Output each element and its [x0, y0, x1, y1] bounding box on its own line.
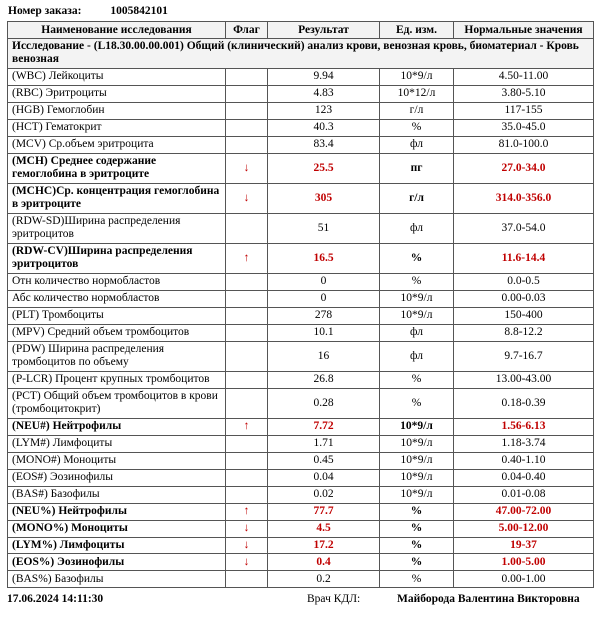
normal-range-cell: 1.18-3.74	[454, 435, 594, 452]
test-name-cell: (HGB) Гемоглобин	[8, 102, 226, 119]
test-name-cell: (HCT) Гематокрит	[8, 119, 226, 136]
test-name-cell: Абс количество нормобластов	[8, 290, 226, 307]
unit-cell: фл	[380, 213, 454, 243]
flag-cell	[226, 68, 268, 85]
unit-cell: %	[380, 119, 454, 136]
flag-down-arrow-icon: ↓	[226, 537, 268, 554]
table-row	[8, 520, 594, 537]
result-cell: 305	[268, 183, 380, 213]
result-cell: 0.4	[268, 554, 380, 571]
normal-range-cell: 117-155	[454, 102, 594, 119]
flag-cell	[226, 486, 268, 503]
test-name-cell: (PLT) Тромбоциты	[8, 307, 226, 324]
table-row	[8, 273, 594, 290]
report-datetime: 17.06.2024 14:11:30	[7, 593, 104, 606]
test-name-cell: (RDW-CV)Ширина распределения эритроцитов	[8, 243, 226, 273]
flag-cell	[226, 341, 268, 371]
flag-cell	[226, 307, 268, 324]
unit-cell: фл	[380, 324, 454, 341]
unit-cell: %	[380, 554, 454, 571]
table-row	[8, 341, 594, 371]
table-row	[8, 554, 594, 571]
result-cell: 17.2	[268, 537, 380, 554]
results-body	[8, 38, 594, 587]
table-row	[8, 503, 594, 520]
unit-cell: пг	[380, 153, 454, 183]
unit-cell: г/л	[380, 183, 454, 213]
result-cell: 7.72	[268, 418, 380, 435]
section-title: Исследование - (L18.30.00.00.001) Общий (клинический) анализ крови, венозная кровь, биоматериал - Кровь венозная	[8, 38, 594, 68]
doctor-name: Майборода Валентина Викторовна	[397, 593, 580, 606]
result-cell: 0	[268, 273, 380, 290]
table-row	[8, 243, 594, 273]
result-cell: 16.5	[268, 243, 380, 273]
table-row	[8, 388, 594, 418]
result-cell: 10.1	[268, 324, 380, 341]
unit-cell: фл	[380, 136, 454, 153]
table-row	[8, 136, 594, 153]
test-name-cell: (PCT) Общий объем тромбоцитов в крови (тромбоцитокрит)	[8, 388, 226, 418]
result-cell: 0	[268, 290, 380, 307]
unit-cell: 10*9/л	[380, 486, 454, 503]
normal-range-cell: 0.0-0.5	[454, 273, 594, 290]
unit-cell: фл	[380, 341, 454, 371]
unit-cell: 10*9/л	[380, 418, 454, 435]
column-header-normal-values: Нормальные значения	[454, 22, 594, 39]
result-cell: 83.4	[268, 136, 380, 153]
result-cell: 51	[268, 213, 380, 243]
normal-range-cell: 5.00-12.00	[454, 520, 594, 537]
normal-range-cell: 0.01-0.08	[454, 486, 594, 503]
test-name-cell: (LYM#) Лимфоциты	[8, 435, 226, 452]
unit-cell: %	[380, 520, 454, 537]
flag-cell	[226, 85, 268, 102]
flag-cell	[226, 469, 268, 486]
table-row	[8, 119, 594, 136]
unit-cell: 10*9/л	[380, 469, 454, 486]
order-number-line	[8, 5, 594, 17]
normal-range-cell: 19-37	[454, 537, 594, 554]
normal-range-cell: 0.00-1.00	[454, 571, 594, 588]
result-cell: 278	[268, 307, 380, 324]
flag-cell	[226, 435, 268, 452]
normal-range-cell: 0.04-0.40	[454, 469, 594, 486]
test-name-cell: (LYM%) Лимфоциты	[8, 537, 226, 554]
table-row	[8, 418, 594, 435]
normal-range-cell: 81.0-100.0	[454, 136, 594, 153]
normal-range-cell: 11.6-14.4	[454, 243, 594, 273]
table-row	[8, 371, 594, 388]
result-cell: 0.02	[268, 486, 380, 503]
flag-cell	[226, 571, 268, 588]
flag-cell	[226, 452, 268, 469]
table-row	[8, 85, 594, 102]
result-cell: 123	[268, 102, 380, 119]
result-cell: 0.04	[268, 469, 380, 486]
column-header-flag: Флаг	[226, 22, 268, 39]
unit-cell: 10*9/л	[380, 452, 454, 469]
result-cell: 1.71	[268, 435, 380, 452]
flag-up-arrow-icon: ↑	[226, 243, 268, 273]
column-header-unit: Ед. изм.	[380, 22, 454, 39]
test-name-cell: (MONO#) Моноциты	[8, 452, 226, 469]
test-name-cell: (NEU%) Нейтрофилы	[8, 503, 226, 520]
flag-cell	[226, 273, 268, 290]
normal-range-cell: 13.00-43.00	[454, 371, 594, 388]
result-cell: 40.3	[268, 119, 380, 136]
normal-range-cell: 1.00-5.00	[454, 554, 594, 571]
result-cell: 0.28	[268, 388, 380, 418]
flag-up-arrow-icon: ↑	[226, 503, 268, 520]
flag-cell	[226, 388, 268, 418]
unit-cell: 10*9/л	[380, 307, 454, 324]
test-name-cell: (MONO%) Моноциты	[8, 520, 226, 537]
unit-cell: 10*12/л	[380, 85, 454, 102]
normal-range-cell: 0.00-0.03	[454, 290, 594, 307]
table-row	[8, 469, 594, 486]
result-cell: 4.83	[268, 85, 380, 102]
table-row	[8, 486, 594, 503]
result-cell: 25.5	[268, 153, 380, 183]
unit-cell: 10*9/л	[380, 68, 454, 85]
flag-cell	[226, 136, 268, 153]
flag-cell	[226, 290, 268, 307]
flag-cell	[226, 324, 268, 341]
flag-up-arrow-icon: ↑	[226, 418, 268, 435]
normal-range-cell: 0.18-0.39	[454, 388, 594, 418]
unit-cell: %	[380, 371, 454, 388]
test-name-cell: (MCV) Ср.объем эритроцита	[8, 136, 226, 153]
flag-down-arrow-icon: ↓	[226, 183, 268, 213]
table-row	[8, 324, 594, 341]
table-row	[8, 307, 594, 324]
test-name-cell: (RDW-SD)Ширина распределения эритроцитов	[8, 213, 226, 243]
table-row	[8, 213, 594, 243]
table-row	[8, 102, 594, 119]
unit-cell: %	[380, 243, 454, 273]
results-table	[7, 21, 594, 588]
normal-range-cell: 37.0-54.0	[454, 213, 594, 243]
unit-cell: 10*9/л	[380, 290, 454, 307]
normal-range-cell: 27.0-34.0	[454, 153, 594, 183]
result-cell: 9.94	[268, 68, 380, 85]
table-row	[8, 435, 594, 452]
flag-cell	[226, 102, 268, 119]
unit-cell: %	[380, 273, 454, 290]
flag-cell	[226, 119, 268, 136]
table-header-row	[8, 22, 594, 39]
section-header-row	[8, 38, 594, 68]
result-cell: 4.5	[268, 520, 380, 537]
test-name-cell: (RBC) Эритроциты	[8, 85, 226, 102]
report-footer	[7, 593, 594, 605]
normal-range-cell: 4.50-11.00	[454, 68, 594, 85]
flag-down-arrow-icon: ↓	[226, 554, 268, 571]
unit-cell: %	[380, 503, 454, 520]
table-row	[8, 183, 594, 213]
result-cell: 26.8	[268, 371, 380, 388]
normal-range-cell: 0.40-1.10	[454, 452, 594, 469]
test-name-cell: (WBC) Лейкоциты	[8, 68, 226, 85]
normal-range-cell: 314.0-356.0	[454, 183, 594, 213]
flag-cell	[226, 213, 268, 243]
table-row	[8, 452, 594, 469]
order-number-value: 1005842101	[110, 5, 168, 17]
test-name-cell: (MCH) Среднее содержание гемоглобина в эритроците	[8, 153, 226, 183]
unit-cell: 10*9/л	[380, 435, 454, 452]
normal-range-cell: 35.0-45.0	[454, 119, 594, 136]
test-name-cell: Отн количество нормобластов	[8, 273, 226, 290]
test-name-cell: (EOS#) Эозинофилы	[8, 469, 226, 486]
test-name-cell: (MPV) Средний объем тромбоцитов	[8, 324, 226, 341]
normal-range-cell: 1.56-6.13	[454, 418, 594, 435]
table-head	[8, 22, 594, 39]
order-number-label: Номер заказа:	[8, 5, 82, 17]
test-name-cell: (NEU#) Нейтрофилы	[8, 418, 226, 435]
result-cell: 0.2	[268, 571, 380, 588]
test-name-cell: (MCHC)Ср. концентрация гемоглобина в эритроците	[8, 183, 226, 213]
normal-range-cell: 47.00-72.00	[454, 503, 594, 520]
test-name-cell: (P-LCR) Процент крупных тромбоцитов	[8, 371, 226, 388]
column-header-test-name: Наименование исследования	[8, 22, 226, 39]
table-row	[8, 537, 594, 554]
unit-cell: %	[380, 537, 454, 554]
test-name-cell: (EOS%) Эозинофилы	[8, 554, 226, 571]
table-row	[8, 290, 594, 307]
normal-range-cell: 3.80-5.10	[454, 85, 594, 102]
doctor-label: Врач КДЛ:	[307, 593, 361, 606]
table-row	[8, 571, 594, 588]
result-cell: 16	[268, 341, 380, 371]
flag-down-arrow-icon: ↓	[226, 153, 268, 183]
unit-cell: %	[380, 571, 454, 588]
test-name-cell: (BAS%) Базофилы	[8, 571, 226, 588]
table-row	[8, 153, 594, 183]
flag-cell	[226, 371, 268, 388]
table-row	[8, 68, 594, 85]
unit-cell: г/л	[380, 102, 454, 119]
normal-range-cell: 9.7-16.7	[454, 341, 594, 371]
test-name-cell: (BAS#) Базофилы	[8, 486, 226, 503]
test-name-cell: (PDW) Ширина распределения тромбоцитов по объему	[8, 341, 226, 371]
result-cell: 77.7	[268, 503, 380, 520]
flag-down-arrow-icon: ↓	[226, 520, 268, 537]
column-header-result: Результат	[268, 22, 380, 39]
normal-range-cell: 150-400	[454, 307, 594, 324]
unit-cell: %	[380, 388, 454, 418]
result-cell: 0.45	[268, 452, 380, 469]
normal-range-cell: 8.8-12.2	[454, 324, 594, 341]
